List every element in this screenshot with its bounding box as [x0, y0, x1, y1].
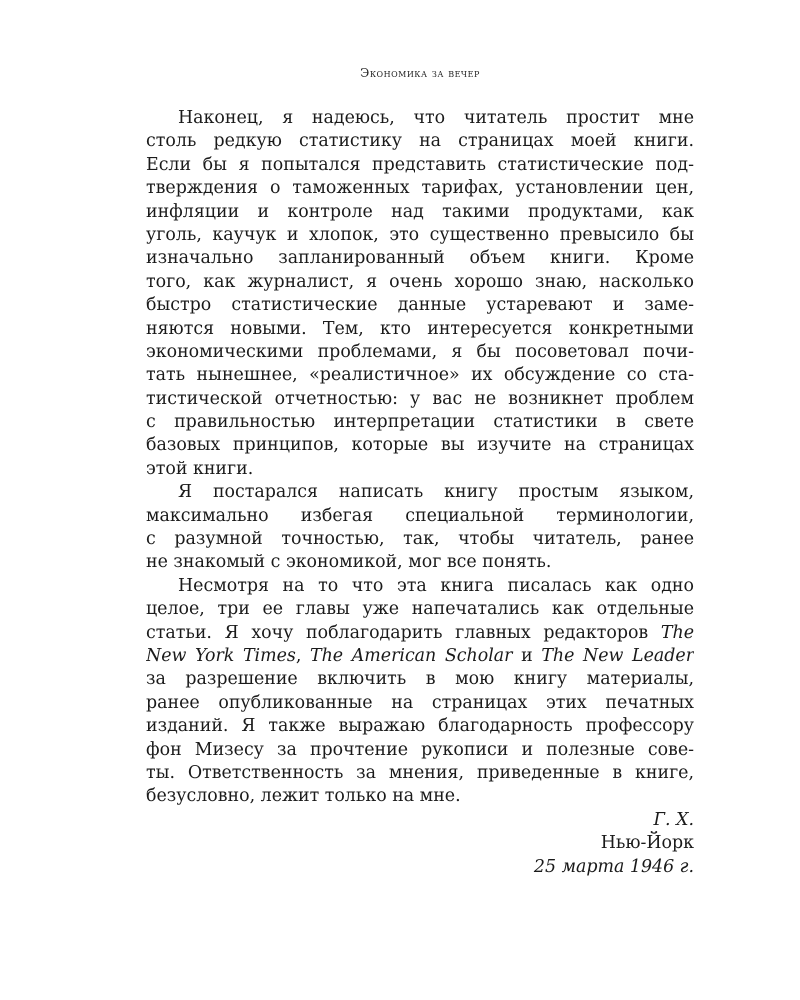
text-line: целое, три ее главы уже напечатались как отдельные [146, 599, 694, 620]
text-line: столь редкую статистику на страницах моей книги. [146, 131, 694, 152]
text-line: этой книги. [146, 458, 254, 479]
text-line: за разрешение включить в мою книгу материалы, [146, 669, 694, 690]
text-line: изданий. Я также выражаю благодарность профессору [146, 716, 694, 737]
text-line: ранее опубликованные на страницах этих печатных [146, 692, 694, 713]
text-line: тать нынешнее, «реалистичное» их обсуждение со ста- [146, 365, 694, 386]
text-line: Наконец, я надеюсь, что читатель простит мне [178, 108, 694, 128]
text-line: того, как журналист, я очень хорошо знаю, насколько [146, 271, 694, 292]
text-line: с правильностью интерпретации статистики в свете [146, 412, 694, 433]
text-line: тверждения о таможенных тарифах, установлении цен, [146, 178, 694, 199]
text-line: экономическими проблемами, я бы посоветовал почи- [146, 341, 694, 362]
text-line: безусловно, лежит только на мне. [146, 786, 461, 807]
text-line: няются новыми. Тем, кто интересуется конкретными [146, 318, 694, 339]
text-line: Я постарался написать книгу простым языком, [178, 482, 694, 503]
italic-title: The [660, 622, 694, 643]
text-line: инфляции и контроле над такими продуктами, как [146, 201, 694, 222]
text-line: фон Мизесу за прочтение рукописи и полезные сове- [146, 739, 694, 760]
text-line: Если бы я попытался представить статистические под- [146, 154, 694, 175]
text-line: ты. Ответственность за мнения, приведенные в книге, [146, 762, 694, 783]
text-line: не знакомый с экономикой, мог все понять. [146, 552, 552, 573]
italic-title: New York Times [146, 645, 296, 666]
text-line: Несмотря на то что эта книга писалась как одно [178, 575, 694, 596]
text-line: тистической отчетностью: у вас не возникнет проблем [146, 388, 694, 409]
text-fragment: статьи. Я хочу поблагодарить главных редакторов [146, 622, 649, 643]
text-line: быстро статистические данные устаревают и заме- [146, 295, 694, 316]
signature-initials: Г. Х. [653, 809, 694, 830]
text-line: с разумной точностью, так, чтобы читатель, ранее [146, 529, 694, 550]
body-text [146, 107, 694, 879]
text-line: уголь, каучук и хлопок, это существенно превысило бы [146, 224, 694, 245]
text-line: базовых принципов, которые вы изучите на страницах [146, 435, 694, 456]
italic-title: The American Scholar [310, 645, 513, 666]
text-line: максимально избегая специальной терминологии, [146, 505, 694, 526]
signature-date: 25 марта 1946 г. [533, 856, 694, 877]
book-page [146, 0, 694, 1000]
text-line: изначально запланированный объем книги. Кроме [146, 248, 694, 269]
running-head: Экономика за вечер [360, 66, 480, 80]
text-fragment: и [512, 645, 542, 666]
signature-city: Нью-Йорк [600, 833, 694, 854]
text-line [146, 645, 694, 668]
text-line [146, 622, 694, 645]
text-fragment: , [295, 645, 310, 666]
italic-title: The New Leader [541, 645, 694, 666]
